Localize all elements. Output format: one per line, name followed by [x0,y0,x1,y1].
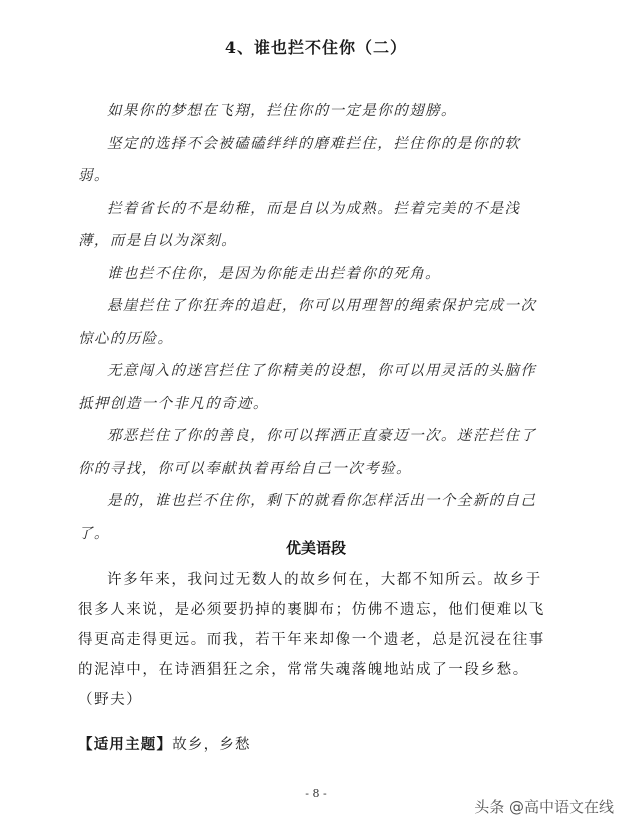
section-heading: 优美语段 [285,539,346,557]
watermark-text: 头条 @高中语文在线 [474,798,614,816]
poem-paragraph: 是的，谁也拦不住你，剩下的就看你怎样活出一个全新的自己了。 [78,493,537,542]
theme-label: 【适用主题】 [78,736,173,753]
poem-paragraph: 拦着省长的不是幼稚，而是自以为成熟。拦着完美的不是浅薄，而是自以为深刻。 [78,200,521,249]
theme-line [78,733,251,754]
excerpt-body [78,565,548,715]
poem-body [78,95,548,550]
poem-paragraph: 坚定的选择不会被磕磕绊绊的磨难拦住，拦住你的是你的软弱。 [78,135,521,184]
poem-paragraph: 无意闯入的迷宫拦住了你精美的设想，你可以用灵活的头脑作抵押创造一个非凡的奇迹。 [78,363,537,412]
poem-paragraph: 邪恶拦住了你的善良，你可以挥洒正直豪迈一次。迷茫拦住了你的寻找，你可以奉献执着再给自己一次考验。 [78,428,537,477]
watermark [474,796,614,817]
poem-paragraph: 悬崖拦住了你狂奔的追赶，你可以用理智的绳索保护完成一次惊心的历险。 [78,298,537,347]
poem-paragraph: 谁也拦不住你，是因为你能走出拦着你的死角。 [107,265,441,282]
theme-value: 故乡，乡愁 [172,737,251,753]
page-title: 4、谁也拦不住你（二） [224,38,408,57]
page-number: - 8 - [305,787,327,800]
excerpt-paragraph: 许多年来，我问过无数人的故乡何在，大都不知所云。故乡于很多人来说，是必须要扔掉的裹脚布；仿佛不遗忘，他们便难以飞得更高走得更远。而我，若干年来却像一个遗老，总是沉浸在往事的泥淖中，在诗酒猖狂之余，常常失魂落魄地站成了一段乡愁。（野夫） [78,572,545,708]
poem-paragraph: 如果你的梦想在飞翔，拦住你的一定是你的翅膀。 [107,103,457,119]
